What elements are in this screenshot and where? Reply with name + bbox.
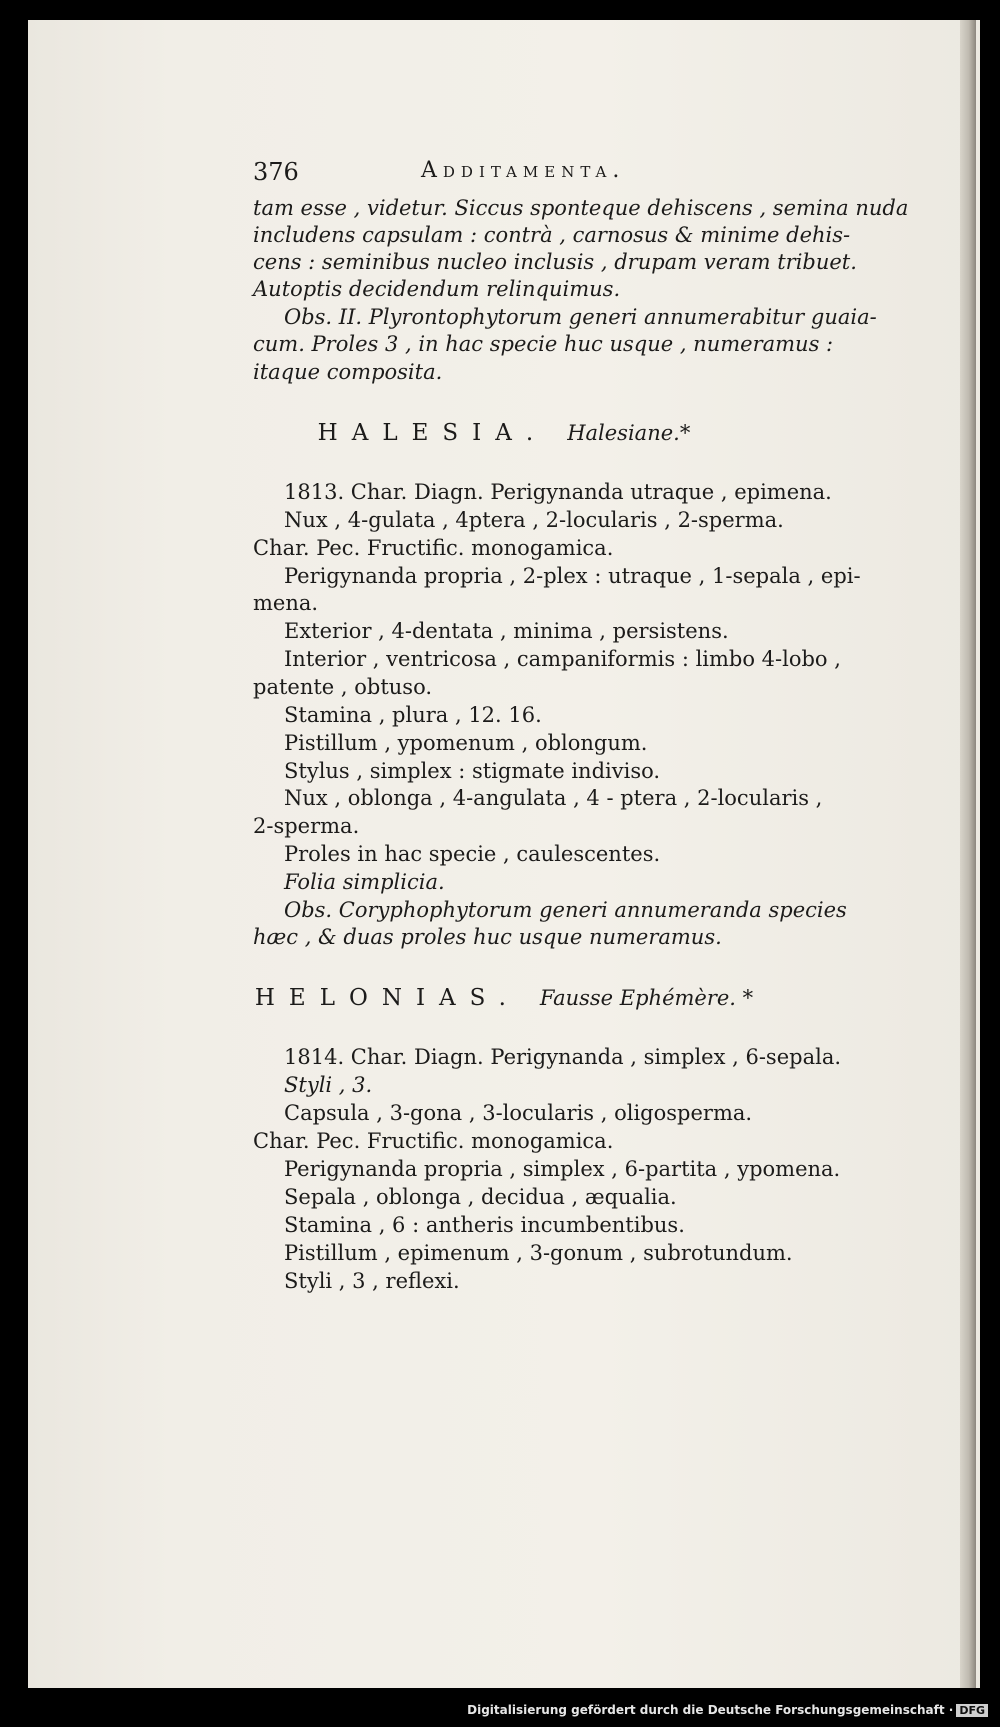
text-line: Stamina , plura , 12. 16. xyxy=(284,703,542,727)
page-number: 376 xyxy=(253,158,299,186)
genus-name: HELONIAS. xyxy=(254,985,520,1011)
genus-heading-halesia xyxy=(28,422,980,445)
text-line: Styli , 3 , reflexi. xyxy=(284,1269,460,1293)
text-line: Perigynanda propria , 2-plex : utraque , 1-sepala , epi- xyxy=(284,564,861,588)
text-line: cens : seminibus nucleo inclusis , drupam veram tribuet. xyxy=(253,250,857,274)
text-line: cum. Proles 3 , in hac specie huc usque , numeramus : xyxy=(253,332,834,356)
funding-credit xyxy=(467,1703,988,1717)
text-line: Pistillum , ypomenum , oblongum. xyxy=(284,731,648,755)
credit-text: Digitalisierung gefördert durch die Deutsche Forschungsgemeinschaft · xyxy=(467,1703,954,1717)
text-line: mena. xyxy=(253,591,319,615)
text-line: Obs. Coryphophytorum generi annumeranda species xyxy=(284,898,847,922)
common-name: Halesiane.* xyxy=(567,421,691,445)
text-line: itaque composita. xyxy=(253,360,443,384)
text-line: Char. Pec. Fructific. monogamica. xyxy=(253,1129,614,1153)
text-line: Exterior , 4-dentata , minima , persistens. xyxy=(284,619,729,643)
running-title: Additamenta. xyxy=(421,158,626,183)
text-line: tam esse , videtur. Siccus sponteque dehiscens , semina nuda xyxy=(253,196,909,220)
genus-name: HALESIA. xyxy=(317,420,548,446)
text-line: Pistillum , epimenum , 3-gonum , subrotundum. xyxy=(284,1241,793,1265)
text-line: Autoptis decidendum relinquimus. xyxy=(253,277,621,301)
text-line: patente , obtuso. xyxy=(253,675,433,699)
text-line: Stamina , 6 : antheris incumbentibus. xyxy=(284,1213,685,1237)
text-line: Char. Pec. Fructific. monogamica. xyxy=(253,536,614,560)
text-line: Nux , 4-gulata , 4ptera , 2-locularis , 2-sperma. xyxy=(284,508,784,532)
text-line: 1813. Char. Diagn. Perigynanda utraque , epimena. xyxy=(284,480,832,504)
viewer-footer xyxy=(0,1691,1000,1727)
text-line: includens capsulam : contrà , carnosus & minime dehis- xyxy=(253,223,851,247)
text-line: Styli , 3. xyxy=(284,1073,373,1097)
text-line: Interior , ventricosa , campaniformis : limbo 4-lobo , xyxy=(284,647,841,671)
book-page xyxy=(28,20,980,1688)
text-line: Nux , oblonga , 4-angulata , 4 - ptera , 2-locularis , xyxy=(284,786,823,810)
text-line: Sepala , oblonga , decidua , æqualia. xyxy=(284,1185,677,1209)
text-line: Stylus , simplex : stigmate indiviso. xyxy=(284,759,661,783)
common-name: Fausse Ephémère. * xyxy=(539,986,754,1010)
text-line: Obs. II. Plyrontophytorum generi annumerabitur guaia- xyxy=(284,305,877,329)
text-line: Perigynanda propria , simplex , 6-partita , ypomena. xyxy=(284,1157,841,1181)
text-line: 2-sperma. xyxy=(253,814,360,838)
text-line: hæc , & duas proles huc usque numeramus. xyxy=(253,925,722,949)
genus-heading-helonias xyxy=(28,987,980,1010)
text-line: Capsula , 3-gona , 3-locularis , oligosperma. xyxy=(284,1101,753,1125)
page-spine-edge xyxy=(960,20,976,1688)
text-line: 1814. Char. Diagn. Perigynanda , simplex , 6-sepala. xyxy=(284,1045,842,1069)
text-line: Folia simplicia. xyxy=(284,870,445,894)
dfg-logo: DFG xyxy=(956,1704,988,1717)
text-line: Proles in hac specie , caulescentes. xyxy=(284,842,661,866)
